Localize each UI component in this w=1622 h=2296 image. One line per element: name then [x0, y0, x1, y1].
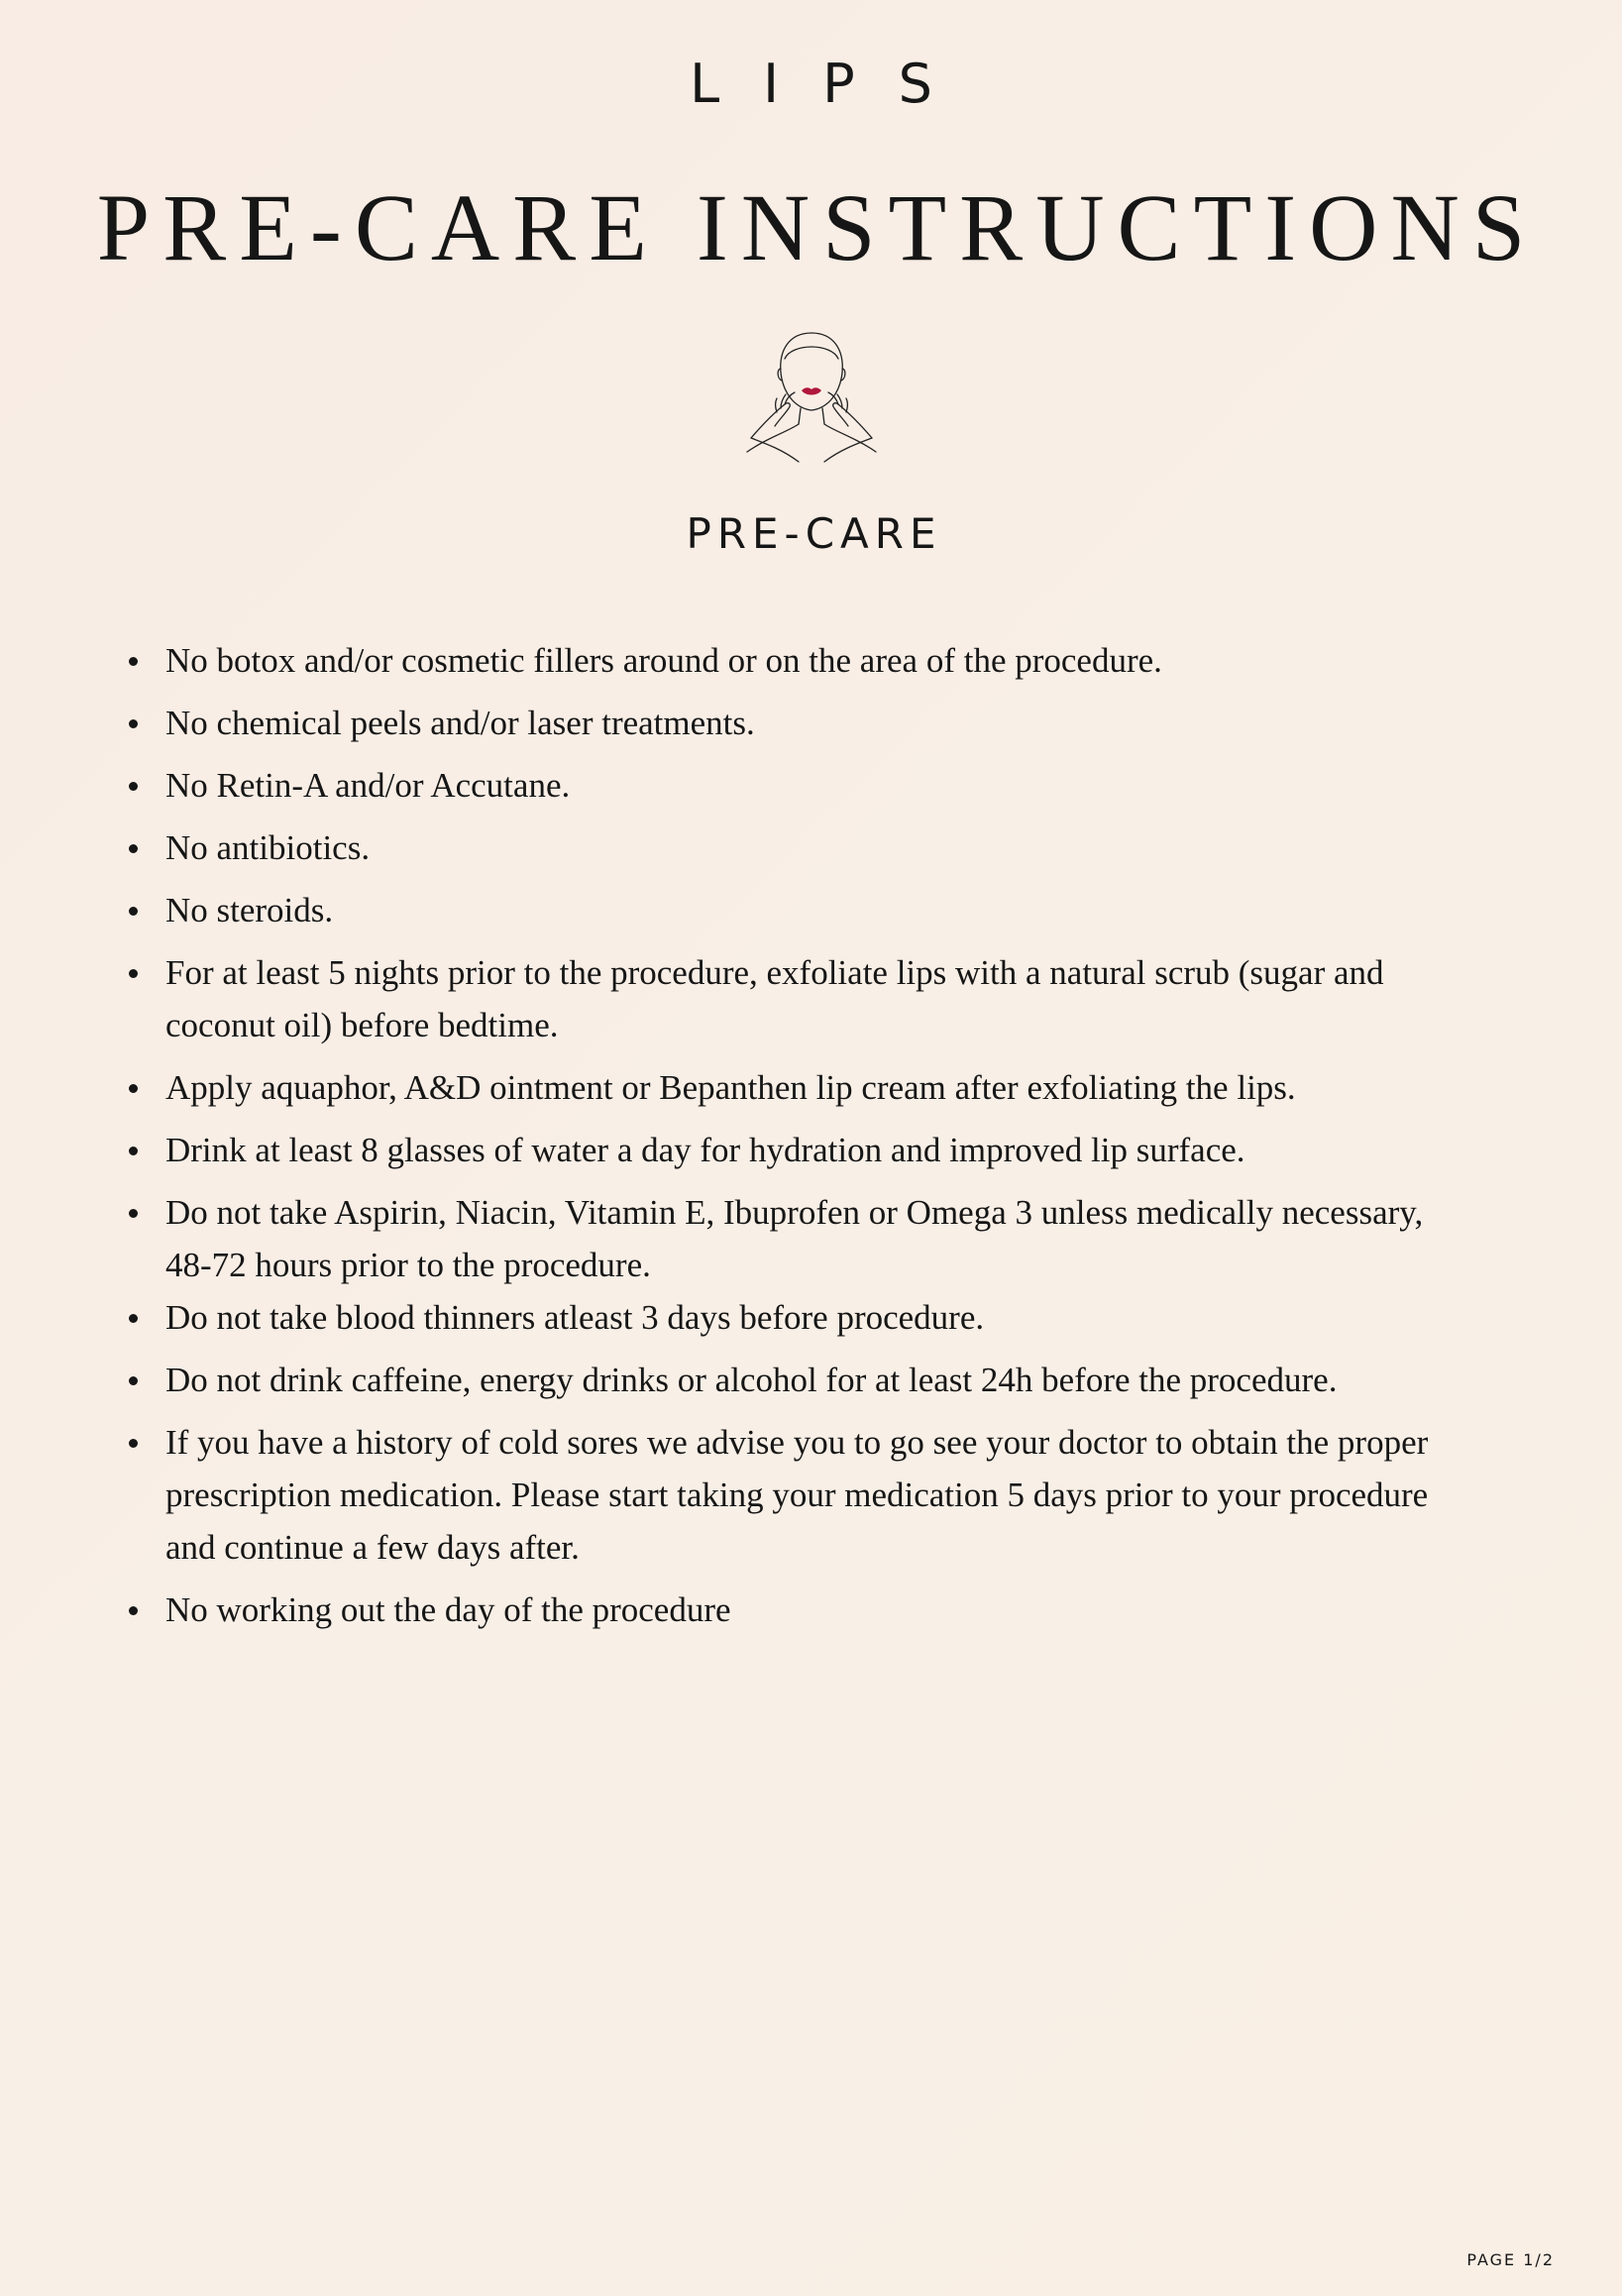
list-item: No Retin-A and/or Accutane. [127, 759, 1455, 812]
list-item: No working out the day of the procedure [127, 1584, 1455, 1636]
list-item: Do not drink caffeine, energy drinks or alcohol for at least 24h before the procedure. [127, 1354, 1455, 1406]
list-item: Drink at least 8 glasses of water a day for hydration and improved lip surface. [127, 1124, 1455, 1176]
face-with-red-lips-icon [737, 329, 886, 468]
list-item: No antibiotics. [127, 821, 1455, 874]
instruction-list [127, 634, 1455, 1646]
list-item: No steroids. [127, 884, 1455, 936]
section-heading: PRE-CARE [686, 509, 942, 558]
page-number: PAGE 1/2 [1466, 2250, 1555, 2269]
list-item: No chemical peels and/or laser treatments. [127, 697, 1455, 749]
list-item: No botox and/or cosmetic fillers around or on the area of the procedure. [127, 634, 1455, 687]
list-item: Do not take blood thinners atleast 3 days before procedure. [127, 1291, 1455, 1344]
list-item: For at least 5 nights prior to the procedure, exfoliate lips with a natural scrub (sugar and coconut oil) before bedtime. [127, 946, 1455, 1051]
page-title: PRE-CARE INSTRUCTIONS [96, 174, 1539, 280]
list-item: Apply aquaphor, A&D ointment or Bepanthen lip cream after exfoliating the lips. [127, 1061, 1455, 1114]
brand-label: LIPS [690, 53, 976, 115]
list-item: If you have a history of cold sores we advise you to go see your doctor to obtain the proper prescription medication. Please start taking your medication 5 days prior to your procedure and continue a few days after. [127, 1416, 1455, 1574]
list-item: Do not take Aspirin, Niacin, Vitamin E, Ibuprofen or Omega 3 unless medically necessary, 48-72 hours prior to the procedure. [127, 1186, 1455, 1291]
